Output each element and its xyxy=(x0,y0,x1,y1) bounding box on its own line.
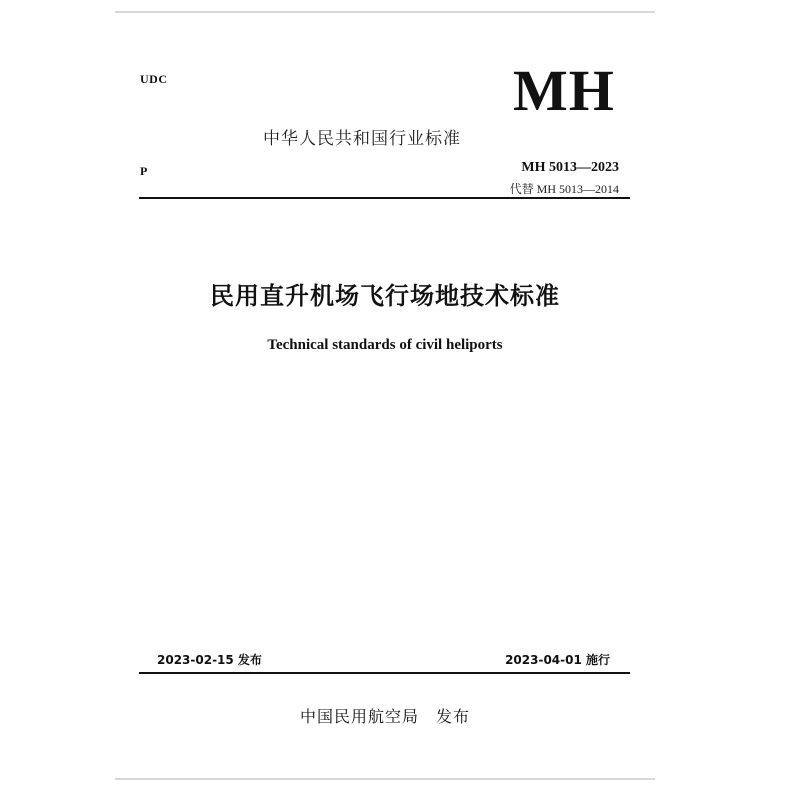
document-title-english: Technical standards of civil heliports xyxy=(267,337,503,353)
footer-divider xyxy=(139,672,630,674)
document-title-chinese: 民用直升机场飞行场地技术标准 xyxy=(210,282,560,310)
header-divider xyxy=(139,197,630,199)
standard-number: MH 5013—2023 xyxy=(521,160,619,175)
issuing-authority: 中国民用航空局 发布 xyxy=(299,707,470,726)
udc-label: UDC xyxy=(140,72,168,86)
page-bottom-border xyxy=(115,778,655,780)
classification-code: P xyxy=(140,164,148,178)
industry-standard-heading: 中华人民共和国行业标准 xyxy=(263,129,461,149)
mh-logo: MH xyxy=(513,58,615,123)
replaces-standard: 代替 MH 5013—2014 xyxy=(509,182,619,196)
issue-date: 2023-02-15 发布 xyxy=(157,653,262,667)
effective-date: 2023-04-01 施行 xyxy=(505,653,610,667)
page-top-border xyxy=(115,11,655,13)
